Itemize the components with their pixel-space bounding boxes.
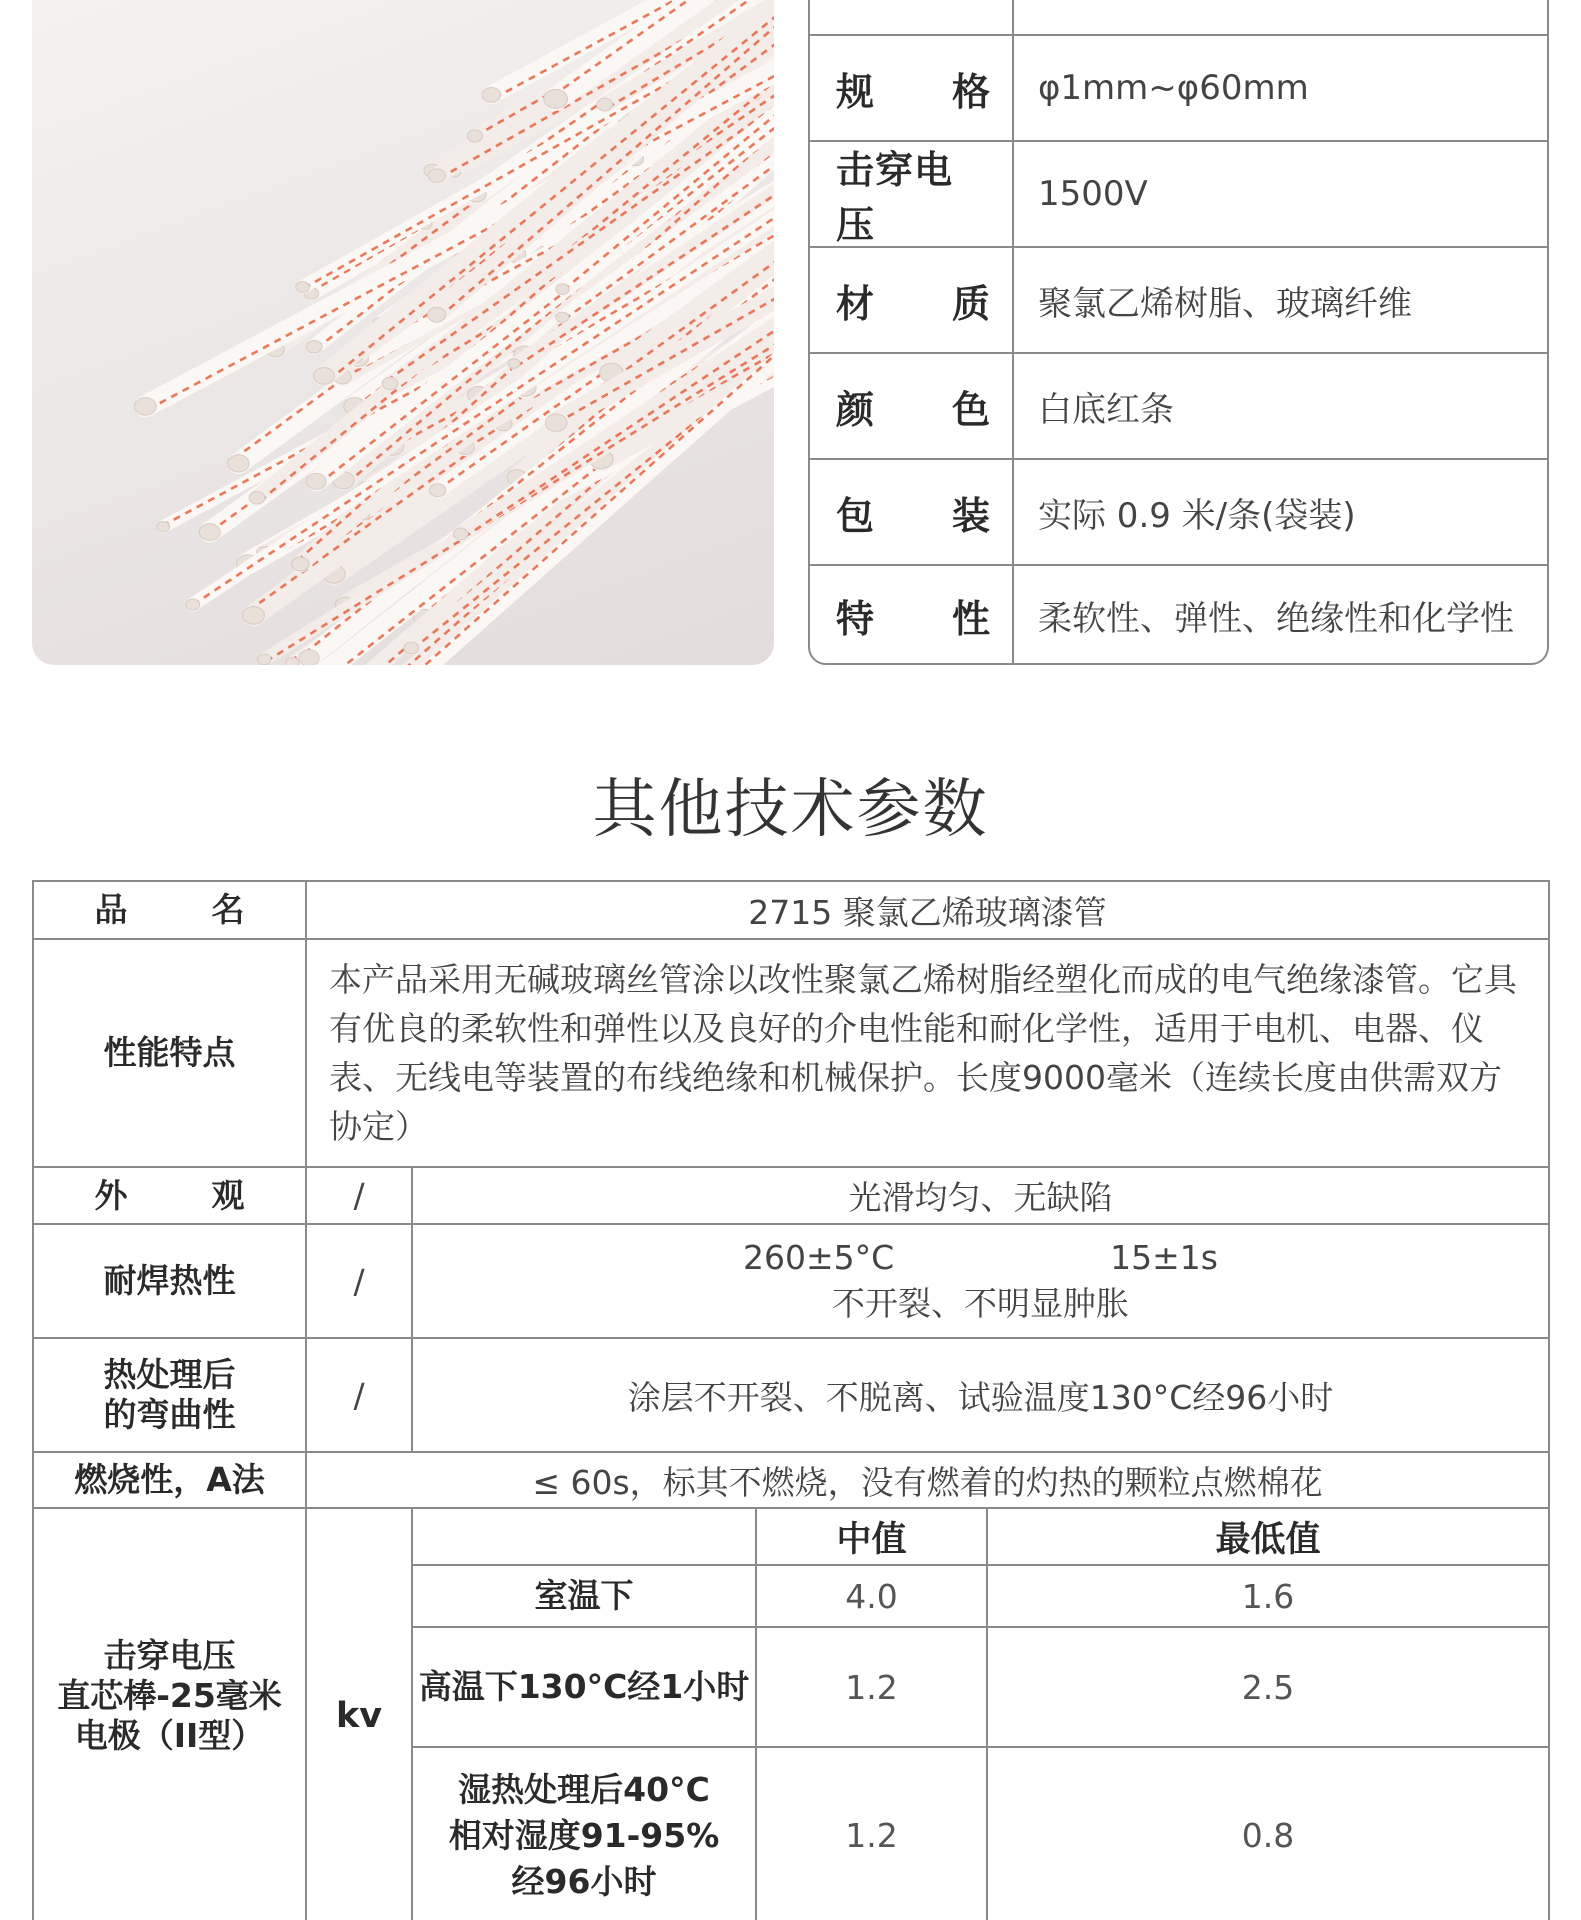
label-line: 的弯曲性 bbox=[103, 1395, 236, 1434]
spec-label-material bbox=[810, 248, 1014, 352]
spec-row-voltage bbox=[810, 140, 1547, 246]
spec-label-char: 颜 色 bbox=[836, 387, 990, 432]
row-flammability bbox=[34, 1453, 1548, 1509]
header-min: 最低值 bbox=[1215, 1519, 1321, 1560]
label-line: 热处理后 bbox=[103, 1355, 236, 1394]
unit-bending: / bbox=[307, 1339, 413, 1451]
label-appearance bbox=[34, 1168, 307, 1223]
spec-value-properties: 柔软性、弹性、绝缘性和化学性 bbox=[1038, 599, 1514, 639]
cond-humid bbox=[413, 1748, 757, 1920]
value-bending: 涂层不开裂、不脱离、试验温度130°C经96小时 bbox=[627, 1377, 1334, 1417]
breakdown-row-high-temp bbox=[413, 1628, 1548, 1748]
spec-label-voltage: 击穿电压 bbox=[810, 142, 1014, 246]
min-humid: 0.8 bbox=[1241, 1816, 1295, 1855]
breakdown-row-room-temp bbox=[413, 1566, 1548, 1628]
spec-label-char: 规 格 bbox=[836, 69, 990, 114]
min-high-temp: 2.5 bbox=[1241, 1667, 1295, 1707]
spec-value-color: 白底红条 bbox=[1038, 389, 1174, 430]
median-high-temp: 1.2 bbox=[757, 1628, 988, 1746]
product-photo bbox=[32, 0, 774, 665]
spec-value bbox=[1014, 0, 1547, 34]
insulation-tubes-image bbox=[32, 0, 774, 665]
spec-value-voltage: 1500V bbox=[1038, 174, 1148, 214]
spec-label-char: 特 性 bbox=[836, 597, 990, 641]
header-blank bbox=[413, 1509, 757, 1564]
cond-room-temp: 室温下 bbox=[413, 1566, 757, 1626]
solder-heat-conditions bbox=[743, 1235, 1218, 1281]
label-solder-heat: 耐焊热性 bbox=[34, 1225, 307, 1337]
value-product-name: 2715 聚氯乙烯玻璃漆管 bbox=[748, 892, 1107, 932]
value-flammability: ≤ 60s，标其不燃烧，没有燃着的灼热的颗粒点燃棉花 bbox=[532, 1462, 1323, 1502]
spec-row-size bbox=[810, 34, 1547, 140]
median-humid: 1.2 bbox=[757, 1748, 988, 1920]
spec-row-blank bbox=[810, 0, 1547, 34]
unit-breakdown-voltage: kv bbox=[307, 1509, 413, 1920]
row-product-name bbox=[34, 882, 1548, 940]
breakdown-row-humid bbox=[413, 1748, 1548, 1920]
solder-heat-time: 15±1s bbox=[1110, 1238, 1218, 1277]
value-features: 本产品采用无碱玻璃丝管涂以改性聚氯乙烯树脂经塑化而成的电气绝缘漆管。它具有优良的柔软性和弹性以及良好的介电性能和耐化学性，适用于电机、电器、仪表、无线电等装置的布线绝缘和机械保护。长度9000毫米（连续长度由供需双方协定） bbox=[329, 960, 1517, 1146]
spec-label-char: 材 质 bbox=[836, 281, 990, 326]
spec-value-material: 聚氯乙烯树脂、玻璃纤维 bbox=[1038, 283, 1412, 324]
spec-row-color bbox=[810, 352, 1547, 458]
unit-solder-heat: / bbox=[307, 1225, 413, 1337]
min-room-temp: 1.6 bbox=[1241, 1576, 1295, 1616]
spec-label bbox=[810, 0, 1014, 34]
spec-value-packaging: 实际 0.9 米/条(袋装) bbox=[1038, 495, 1356, 536]
cond-line: 经96小时 bbox=[511, 1861, 657, 1901]
label-line: 直芯棒-25毫米 bbox=[57, 1676, 282, 1715]
breakdown-subtable bbox=[413, 1509, 1548, 1920]
row-solder-heat bbox=[34, 1225, 1548, 1339]
header-median: 中值 bbox=[757, 1509, 988, 1564]
spec-row-properties bbox=[810, 564, 1547, 665]
label-line: 击穿电压 bbox=[103, 1636, 236, 1675]
unit-appearance: / bbox=[307, 1168, 413, 1223]
value-solder-heat bbox=[413, 1225, 1548, 1337]
label-line: 电极（II型） bbox=[74, 1716, 265, 1755]
label-breakdown-voltage bbox=[34, 1509, 307, 1920]
spec-row-packaging bbox=[810, 458, 1547, 564]
label-bending bbox=[34, 1339, 307, 1451]
solder-heat-temp: 260±5°C bbox=[743, 1238, 895, 1277]
median-room-temp: 4.0 bbox=[757, 1566, 988, 1626]
spec-card bbox=[808, 0, 1549, 665]
section-title: 其他技术参数 bbox=[592, 773, 989, 847]
row-bending bbox=[34, 1339, 1548, 1453]
solder-heat-result: 不开裂、不明显肿胀 bbox=[832, 1284, 1129, 1323]
spec-row-material bbox=[810, 246, 1547, 352]
label-text: 品 名 bbox=[94, 890, 245, 929]
breakdown-header bbox=[413, 1509, 1548, 1566]
cond-high-temp: 高温下130°C经1小时 bbox=[413, 1628, 757, 1746]
spec-label-char: 包 装 bbox=[836, 493, 990, 538]
spec-label-packaging bbox=[810, 460, 1014, 564]
spec-label-size bbox=[810, 36, 1014, 140]
label-flammability: 燃烧性，A法 bbox=[34, 1453, 307, 1507]
spec-value-size: φ1mm~φ60mm bbox=[1038, 68, 1309, 108]
row-appearance bbox=[34, 1168, 1548, 1225]
label-product-name bbox=[34, 882, 307, 938]
technical-parameters-table bbox=[32, 880, 1550, 1920]
label-features: 性能特点 bbox=[34, 940, 307, 1166]
cond-line: 湿热处理后40°C bbox=[458, 1769, 710, 1809]
value-appearance: 光滑均匀、无缺陷 bbox=[848, 1178, 1113, 1217]
row-features bbox=[34, 940, 1548, 1168]
spec-label-properties bbox=[810, 566, 1014, 665]
spec-label-color bbox=[810, 354, 1014, 458]
label-text: 外 观 bbox=[94, 1175, 245, 1215]
row-breakdown-voltage bbox=[34, 1509, 1548, 1920]
cond-line: 相对湿度91-95% bbox=[448, 1815, 720, 1855]
